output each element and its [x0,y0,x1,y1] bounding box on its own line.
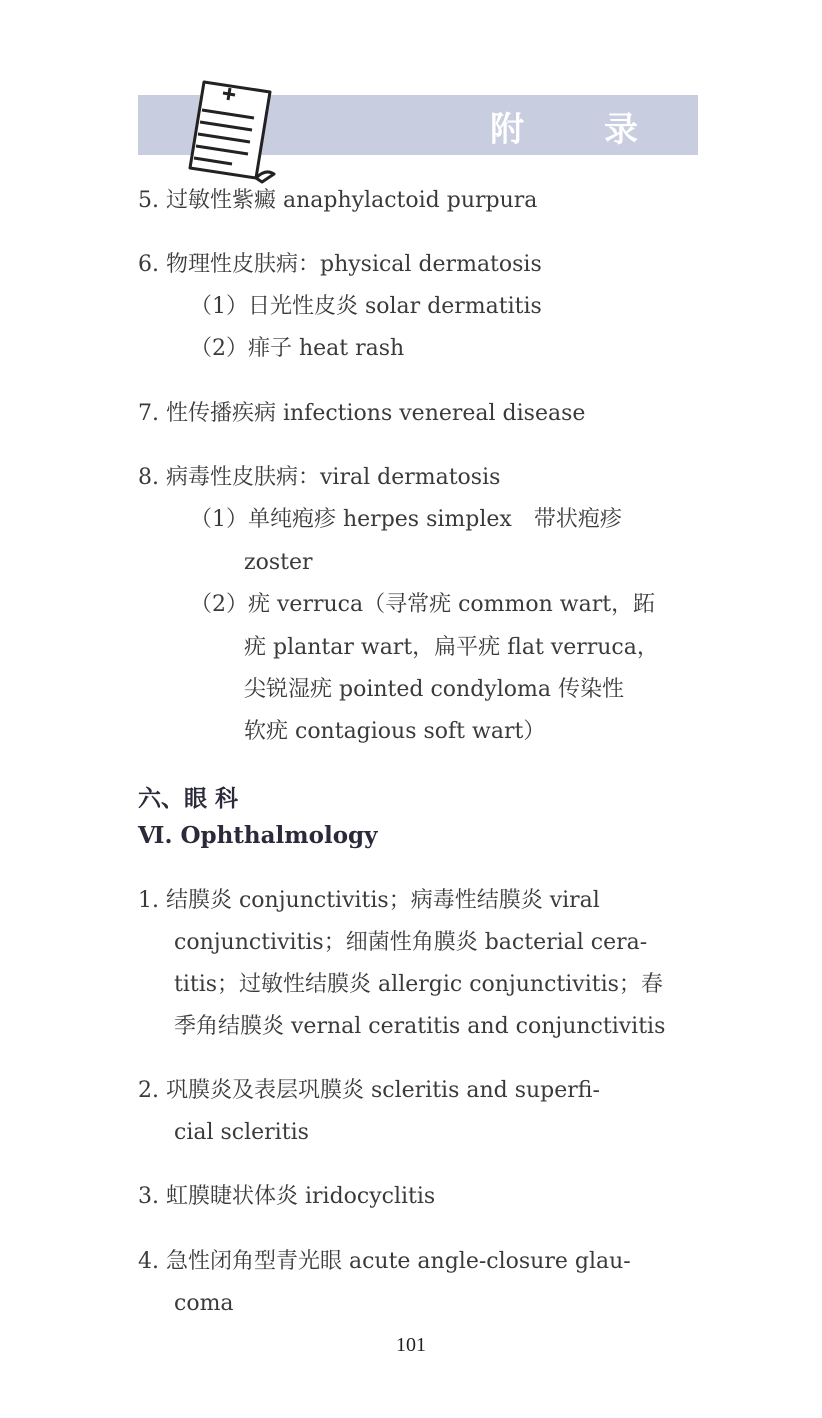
entry-line: 疣 plantar wart，扁平疣 flat verruca， [244,635,659,660]
entry-line: （2）疣 verruca（寻常疣 common wart，跖 [190,592,656,617]
entry-line: zoster [244,550,313,575]
entry-line: （2）痱子 heat rash [190,336,405,361]
ophthalmology-line: 4. 急性闭角型青光眼 acute angle-closure glau- [138,1249,631,1274]
ophthalmology-line: 2. 巩膜炎及表层巩膜炎 scleritis and superfi- [138,1078,600,1103]
appendix-title: 附 录 [490,110,672,150]
entry-line: 软疣 contagious soft wart） [244,719,546,744]
section-title-cn: 六、眼 科 [138,785,239,812]
entry-line: 尖锐湿疣 pointed condyloma 传染性 [244,677,624,702]
entry-line: 7. 性传播疾病 infections venereal disease [138,401,586,426]
ophthalmology-line: conjunctivitis；细菌性角膜炎 bacterial cera- [174,930,648,955]
ophthalmology-line: titis；过敏性结膜炎 allergic conjunctivitis；春 [174,972,663,997]
ophthalmology-line: cial scleritis [174,1120,309,1145]
entry-line: 8. 病毒性皮肤病：viral dermatosis [138,465,501,490]
page-number: 101 [396,1334,426,1356]
entry-line: 5. 过敏性紫癜 anaphylactoid purpura [138,188,538,213]
entry-line: （1）日光性皮炎 solar dermatitis [190,294,542,319]
ophthalmology-line: 3. 虹膜睫状体炎 iridocyclitis [138,1184,436,1209]
ophthalmology-line: 季角结膜炎 vernal ceratitis and conjunctivitis [174,1014,666,1039]
ophthalmology-line: 1. 结膜炎 conjunctivitis；病毒性结膜炎 viral [138,888,600,913]
entry-line: （1）单纯疱疹 herpes simplex 带状疱疹 [190,507,622,532]
ophthalmology-line: coma [174,1291,234,1316]
medical-document-icon [182,74,282,186]
entry-line: 6. 物理性皮肤病：physical dermatosis [138,252,542,277]
section-title-en: Ⅵ. Ophthalmology [138,822,378,849]
